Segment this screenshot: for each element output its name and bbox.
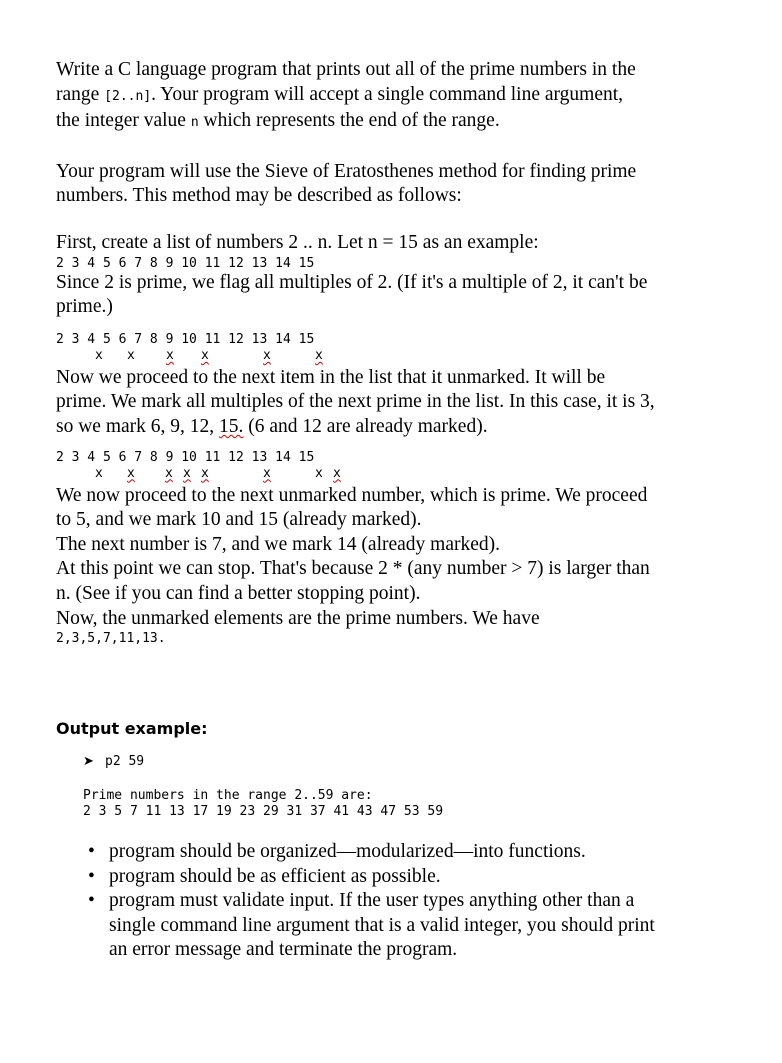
requirements-list — [56, 840, 746, 963]
output-line-2: 2 3 5 7 11 13 17 19 23 29 31 37 41 43 47 53 59 — [83, 804, 444, 820]
list-item — [56, 840, 746, 865]
step2-line-2: prime.) — [56, 296, 113, 318]
intro-text: . Your program will accept a single command line argument, — [151, 83, 624, 105]
intro-line-3 — [56, 109, 746, 136]
bullet-dot-icon: • — [88, 890, 95, 912]
mark-6: x — [127, 465, 135, 481]
intro-line-2 — [56, 83, 746, 110]
step3-text: (6 and 12 are already marked). — [243, 415, 488, 437]
bullet-text: single command line argument that is a valid integer, you should print — [109, 914, 655, 936]
step1-text: First, create a list of numbers 2 .. n. Let n = 15 as an example: — [56, 231, 539, 253]
command-text: p2 59 — [105, 754, 145, 770]
intro-text: which represents the end of the range. — [198, 110, 500, 132]
bullet-dot-icon: • — [88, 865, 95, 887]
list-item — [56, 865, 746, 890]
step2-line-1: Since 2 is prime, we flag all multiples of 2. (If it's a multiple of 2, it can't be — [56, 271, 648, 293]
intro-line-1: Write a C language program that prints out all of the prime numbers in the — [56, 59, 636, 80]
step3-line-2: prime. We mark all multiples of the next prime in the list. In this case, it is 3, — [56, 391, 655, 413]
mark-10: x — [201, 347, 209, 363]
mark-12: x — [263, 347, 271, 363]
bullet-text: program should be organized—modularized—into functions. — [109, 841, 586, 863]
document-page — [56, 58, 746, 963]
prime-list: 2,3,5,7,11,13. — [56, 631, 166, 647]
step4-line-2: to 5, and we mark 10 and 15 (already marked). — [56, 509, 422, 531]
command-line — [83, 752, 746, 770]
mark-14: x — [315, 465, 323, 481]
step4-line-5: n. (See if you can find a better stopping point). — [56, 582, 421, 604]
marks-row-3 — [56, 466, 746, 484]
marks-row-2 — [56, 348, 746, 366]
mark-4: x — [95, 347, 103, 363]
output-heading: Output example: — [56, 719, 208, 739]
mark-15: x — [333, 465, 341, 481]
step4-line-4: At this point we can stop. That's because 2 * (any number > 7) is larger than — [56, 558, 650, 580]
step4-line-1: We now proceed to the next unmarked number, which is prime. We proceed — [56, 484, 648, 506]
step4-line-3: The next number is 7, and we mark 14 (already marked). — [56, 533, 501, 555]
method-line-2: numbers. This method may be described as follows: — [56, 185, 462, 207]
mark-8: x — [166, 347, 174, 363]
bullet-text: program should be as efficient as possible. — [109, 865, 441, 887]
intro-text: range — [56, 83, 105, 105]
output-line-1: Prime numbers in the range 2..59 are: — [83, 788, 373, 804]
mark-8: x — [165, 465, 173, 481]
mark-14: x — [315, 347, 323, 363]
n-code: n — [190, 115, 199, 131]
bullet-text: an error message and terminate the program. — [109, 939, 458, 961]
intro-text: the integer value — [56, 110, 191, 132]
bullet-dot-icon: • — [88, 841, 95, 863]
number-list-2: 2 3 4 5 6 7 8 9 10 11 12 13 14 15 — [56, 331, 315, 347]
step4-line-6: Now, the unmarked elements are the prime numbers. We have — [56, 607, 540, 629]
list-item — [56, 889, 746, 963]
mark-12: x — [263, 465, 271, 481]
mark-9: x — [183, 465, 191, 481]
mark-4: x — [95, 465, 103, 481]
step3-line-3 — [56, 415, 746, 440]
mark-6: x — [127, 347, 135, 363]
number-list-3: 2 3 4 5 6 7 8 9 10 11 12 13 14 15 — [56, 449, 315, 465]
method-line-1: Your program will use the Sieve of Eratosthenes method for finding prime — [56, 160, 637, 182]
mark-10: x — [201, 465, 209, 481]
number-list-1: 2 3 4 5 6 7 8 9 10 11 12 13 14 15 — [56, 255, 315, 271]
bullet-text: program must validate input. If the user types anything other than a — [109, 890, 635, 912]
step3-text-underlined: 15. — [219, 415, 244, 437]
step3-text: so we mark 6, 9, 12, — [56, 415, 220, 437]
range-code: [2..n] — [104, 88, 152, 104]
step3-line-1: Now we proceed to the next item in the list that it unmarked. It will be — [56, 366, 606, 388]
arrow-bullet-icon: ➤ — [83, 754, 94, 770]
